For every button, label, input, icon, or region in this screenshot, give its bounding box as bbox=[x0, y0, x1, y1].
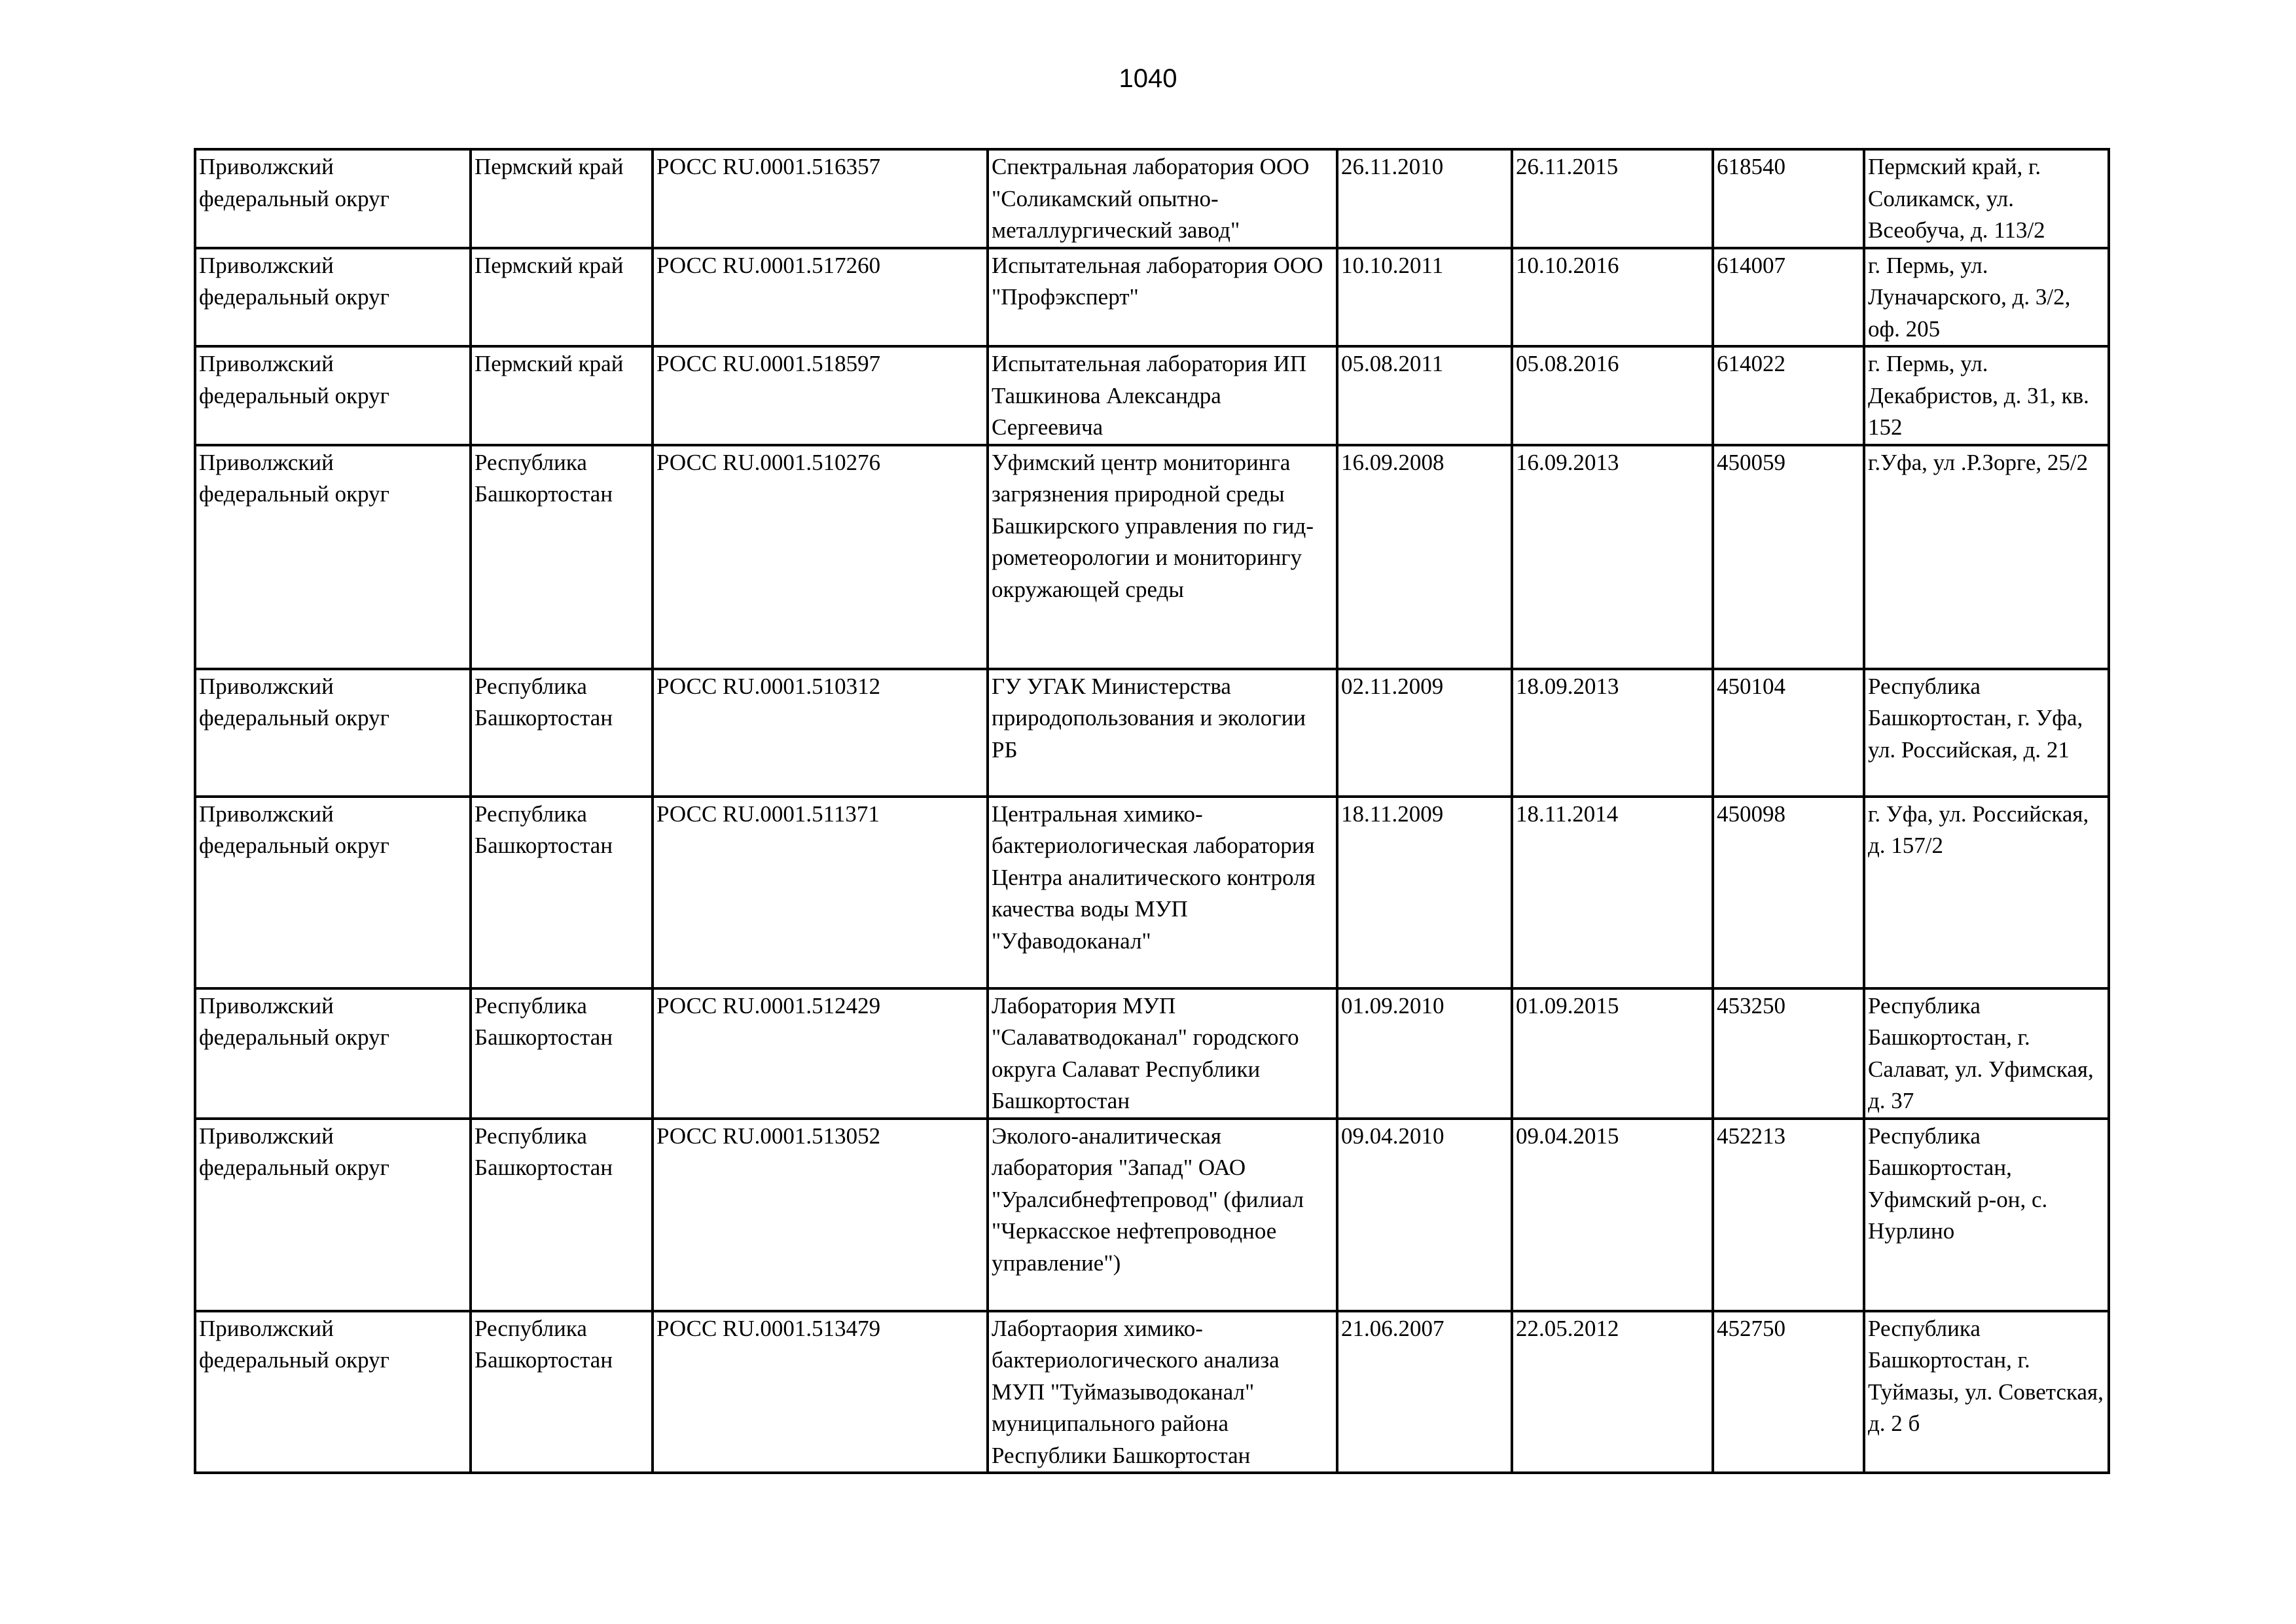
laboratory-name-cell: ГУ УГАК Министерства природопользования и экологии РБ bbox=[988, 669, 1337, 797]
registration-number-cell: РОСС RU.0001.513479 bbox=[653, 1311, 988, 1473]
laboratory-name-cell: Испытательная лаборатория ООО "Профэксперт" bbox=[988, 248, 1337, 347]
issue-date-cell: 01.09.2010 bbox=[1337, 988, 1512, 1119]
postcode-cell: 450059 bbox=[1713, 445, 1864, 669]
table-row bbox=[195, 1119, 2109, 1311]
table-row bbox=[195, 149, 2109, 248]
table-row bbox=[195, 1311, 2109, 1473]
registration-number-cell: РОСС RU.0001.510276 bbox=[653, 445, 988, 669]
page-number: 1040 bbox=[1119, 64, 1177, 93]
table-row bbox=[195, 797, 2109, 988]
region-cell: Республика Башкортостан bbox=[471, 797, 653, 988]
address-cell: Республика Башкортостан, г. Уфа, ул. Российская, д. 21 bbox=[1864, 669, 2109, 797]
postcode-cell: 450098 bbox=[1713, 797, 1864, 988]
district-cell: Приволжский федеральный округ bbox=[195, 149, 471, 248]
district-cell: Приволжский федеральный округ bbox=[195, 797, 471, 988]
district-cell: Приволжский федеральный округ bbox=[195, 445, 471, 669]
address-cell: Республика Башкортостан, г. Салават, ул. Уфимская, д. 37 bbox=[1864, 988, 2109, 1119]
table-row bbox=[195, 988, 2109, 1119]
address-cell: Республика Башкортостан, Уфимский р-он, с. Нурлино bbox=[1864, 1119, 2109, 1311]
laboratory-name-cell: Уфимский центр мониторинга загрязнения природной среды Башкирского управления по гид-рометеорологии и мониторингу окружающей среды bbox=[988, 445, 1337, 669]
issue-date-cell: 21.06.2007 bbox=[1337, 1311, 1512, 1473]
table-row bbox=[195, 669, 2109, 797]
postcode-cell: 614022 bbox=[1713, 346, 1864, 445]
postcode-cell: 452750 bbox=[1713, 1311, 1864, 1473]
district-cell: Приволжский федеральный округ bbox=[195, 346, 471, 445]
postcode-cell: 452213 bbox=[1713, 1119, 1864, 1311]
laboratory-name-cell: Лаборатория МУП "Салаватводоканал" городского округа Салават Республики Башкортостан bbox=[988, 988, 1337, 1119]
postcode-cell: 450104 bbox=[1713, 669, 1864, 797]
postcode-cell: 618540 bbox=[1713, 149, 1864, 248]
laboratory-name-cell: Эколого-аналитическая лаборатория "Запад" ОАО "Уралсибнефтепровод" (филиал "Черкасское нефтепроводное управление") bbox=[988, 1119, 1337, 1311]
region-cell: Республика Башкортостан bbox=[471, 1311, 653, 1473]
table-row bbox=[195, 248, 2109, 347]
laboratory-name-cell: Лабортаория химико-бактериологического анализа МУП "Туймазыводоканал" муниципального района Республики Башкортостан bbox=[988, 1311, 1337, 1473]
table-row bbox=[195, 445, 2109, 669]
issue-date-cell: 16.09.2008 bbox=[1337, 445, 1512, 669]
registration-number-cell: РОСС RU.0001.511371 bbox=[653, 797, 988, 988]
expiry-date-cell: 22.05.2012 bbox=[1512, 1311, 1713, 1473]
district-cell: Приволжский федеральный округ bbox=[195, 1311, 471, 1473]
issue-date-cell: 10.10.2011 bbox=[1337, 248, 1512, 347]
expiry-date-cell: 18.09.2013 bbox=[1512, 669, 1713, 797]
laboratory-name-cell: Центральная химико-бактериологическая лаборатория Центра аналитического контроля качества воды МУП "Уфаводоканал" bbox=[988, 797, 1337, 988]
region-cell: Пермский край bbox=[471, 346, 653, 445]
registration-number-cell: РОСС RU.0001.510312 bbox=[653, 669, 988, 797]
district-cell: Приволжский федеральный округ bbox=[195, 248, 471, 347]
region-cell: Пермский край bbox=[471, 149, 653, 248]
district-cell: Приволжский федеральный округ bbox=[195, 1119, 471, 1311]
expiry-date-cell: 16.09.2013 bbox=[1512, 445, 1713, 669]
region-cell: Республика Башкортостан bbox=[471, 1119, 653, 1311]
address-cell: Пермский край, г. Соликамск, ул. Всеобуча, д. 113/2 bbox=[1864, 149, 2109, 248]
registration-number-cell: РОСС RU.0001.512429 bbox=[653, 988, 988, 1119]
address-cell: г. Уфа, ул. Российская, д. 157/2 bbox=[1864, 797, 2109, 988]
expiry-date-cell: 18.11.2014 bbox=[1512, 797, 1713, 988]
district-cell: Приволжский федеральный округ bbox=[195, 669, 471, 797]
registration-number-cell: РОСС RU.0001.517260 bbox=[653, 248, 988, 347]
expiry-date-cell: 09.04.2015 bbox=[1512, 1119, 1713, 1311]
region-cell: Республика Башкортостан bbox=[471, 669, 653, 797]
region-cell: Пермский край bbox=[471, 248, 653, 347]
issue-date-cell: 18.11.2009 bbox=[1337, 797, 1512, 988]
address-cell: г.Уфа, ул .Р.Зорге, 25/2 bbox=[1864, 445, 2109, 669]
issue-date-cell: 05.08.2011 bbox=[1337, 346, 1512, 445]
region-cell: Республика Башкортостан bbox=[471, 988, 653, 1119]
expiry-date-cell: 05.08.2016 bbox=[1512, 346, 1713, 445]
expiry-date-cell: 10.10.2016 bbox=[1512, 248, 1713, 347]
expiry-date-cell: 01.09.2015 bbox=[1512, 988, 1713, 1119]
region-cell: Республика Башкортостан bbox=[471, 445, 653, 669]
address-cell: Республика Башкортостан, г. Туймазы, ул. Советская, д. 2 б bbox=[1864, 1311, 2109, 1473]
laboratory-name-cell: Спектральная лаборатория ООО "Соликамский опытно-металлургический завод" bbox=[988, 149, 1337, 248]
postcode-cell: 614007 bbox=[1713, 248, 1864, 347]
issue-date-cell: 02.11.2009 bbox=[1337, 669, 1512, 797]
registration-number-cell: РОСС RU.0001.513052 bbox=[653, 1119, 988, 1311]
laboratory-registry-table bbox=[194, 148, 2110, 1474]
address-cell: г. Пермь, ул. Декабристов, д. 31, кв. 152 bbox=[1864, 346, 2109, 445]
issue-date-cell: 09.04.2010 bbox=[1337, 1119, 1512, 1311]
laboratory-name-cell: Испытательная лаборатория ИП Ташкинова Александра Сергеевича bbox=[988, 346, 1337, 445]
district-cell: Приволжский федеральный округ bbox=[195, 988, 471, 1119]
address-cell: г. Пермь, ул. Луначарского, д. 3/2, оф. 205 bbox=[1864, 248, 2109, 347]
registration-number-cell: РОСС RU.0001.516357 bbox=[653, 149, 988, 248]
expiry-date-cell: 26.11.2015 bbox=[1512, 149, 1713, 248]
postcode-cell: 453250 bbox=[1713, 988, 1864, 1119]
registration-number-cell: РОСС RU.0001.518597 bbox=[653, 346, 988, 445]
issue-date-cell: 26.11.2010 bbox=[1337, 149, 1512, 248]
table-row bbox=[195, 346, 2109, 445]
